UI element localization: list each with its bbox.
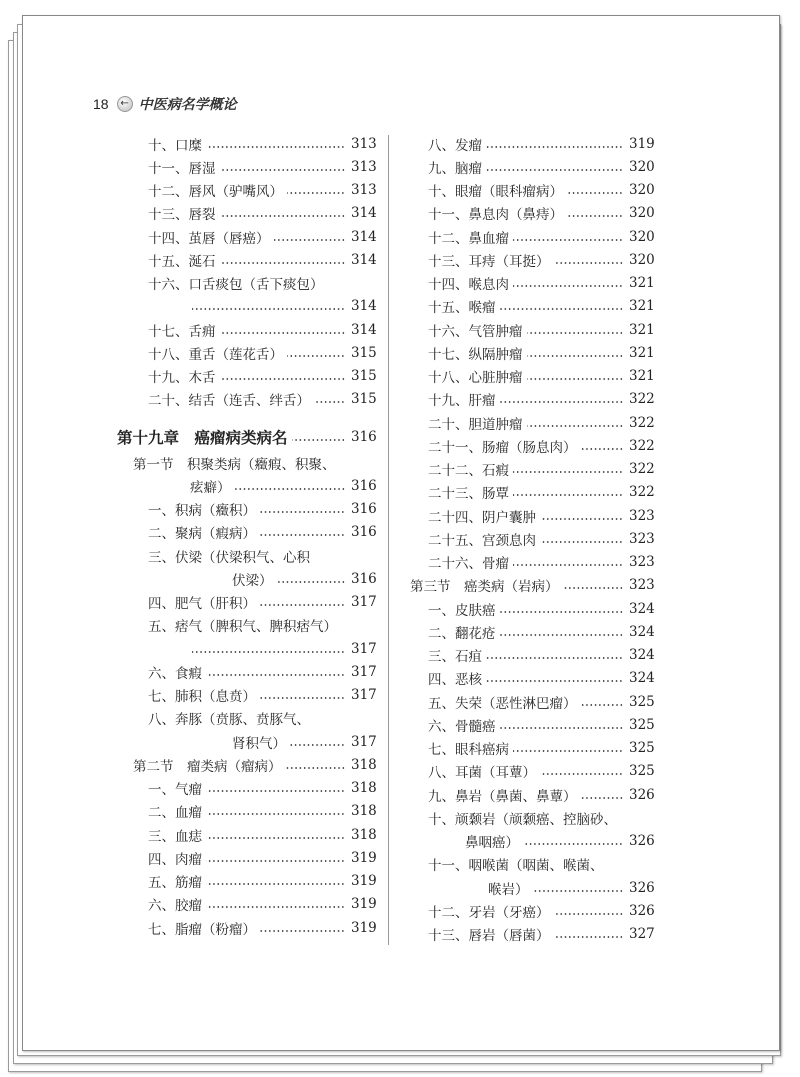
toc-entry-title: 十八、重舌（莲花舌） (148, 346, 283, 363)
toc-item (410, 248, 655, 271)
running-header (93, 94, 237, 114)
toc-entry-title: 六、食瘕 (148, 665, 202, 682)
toc-page-number: 318 (351, 780, 377, 797)
toc-entry-title: 四、肥气（肝积） (148, 596, 256, 613)
dot-leader (486, 680, 623, 682)
toc-page-number: 314 (351, 228, 377, 245)
dot-leader (220, 262, 346, 264)
toc-entry-title: 三、伏梁（伏梁积气、心积 (148, 549, 310, 566)
toc-item (117, 707, 373, 730)
toc-item (410, 737, 655, 760)
toc-entry-title: 二十二、石瘕 (428, 463, 509, 480)
toc-entry-continuation (117, 474, 377, 497)
toc-item (410, 806, 651, 829)
dot-leader (274, 239, 346, 241)
toc-item (117, 272, 373, 295)
toc-item (410, 644, 655, 667)
toc-entry-title: 十二、牙岩（牙癌） (428, 904, 550, 921)
dot-leader (500, 727, 624, 729)
toc-item (117, 225, 377, 248)
toc-entry-title: 十七、纵隔肿瘤 (428, 346, 523, 363)
toc-entry-title: 十五、涎石 (148, 253, 216, 270)
dot-leader (206, 790, 345, 792)
toc-page-number: 318 (351, 826, 377, 843)
dot-leader (260, 534, 345, 536)
toc-entry-continuation (410, 830, 655, 853)
toc-page-number: 319 (351, 896, 377, 913)
dot-leader (220, 169, 346, 171)
toc-entry-continuation (117, 567, 377, 590)
toc-entry-title: 二、血瘤 (148, 805, 202, 822)
toc-entry-title: 九、鼻岩（鼻菌、鼻蕈） (428, 788, 577, 805)
toc-entry-title: 十七、舌痈 (148, 323, 216, 340)
toc-item (117, 823, 377, 846)
toc-entry-title: 五、筋瘤 (148, 875, 202, 892)
dot-leader (220, 378, 346, 380)
dot-leader (513, 239, 623, 241)
toc-page-number: 315 (351, 391, 377, 408)
toc-item (117, 498, 377, 521)
toc-section (410, 574, 655, 597)
dot-leader (206, 906, 345, 908)
toc-item (410, 365, 655, 388)
toc-right-column (410, 132, 655, 946)
toc-item (117, 248, 377, 271)
dot-leader (206, 883, 345, 885)
toc-entry-title: 鼻咽癌） (465, 835, 519, 852)
toc-item (117, 544, 373, 567)
toc-entry-title: 六、胶瘤 (148, 898, 202, 915)
dot-leader (581, 704, 624, 706)
toc-page-number: 313 (351, 135, 377, 152)
dot-leader (581, 797, 624, 799)
dot-leader (500, 308, 624, 310)
toc-page-number: 325 (629, 763, 655, 780)
dot-leader (513, 285, 623, 287)
toc-entry-title: 七、眼科癌病 (428, 742, 509, 759)
toc-page-number: 325 (629, 693, 655, 710)
dot-leader (540, 773, 623, 775)
toc-item (117, 155, 377, 178)
toc-entry-title: 十四、喉息肉 (428, 277, 509, 294)
toc-entry-title: 十二、鼻血瘤 (428, 230, 509, 247)
toc-entry-title: 二十四、阴户囊肿 (428, 509, 536, 526)
toc-item (410, 388, 655, 411)
toc-page-number: 317 (351, 733, 377, 750)
toc-item (117, 800, 377, 823)
dot-leader (260, 697, 345, 699)
toc-item (117, 318, 377, 341)
toc-page-number: 326 (629, 833, 655, 850)
toc-page-number: 313 (351, 182, 377, 199)
toc-item (410, 690, 655, 713)
page-number: 18 (93, 96, 109, 112)
toc-item (117, 660, 377, 683)
toc-entry-title: 十六、气管肿瘤 (428, 323, 523, 340)
toc-page-number: 313 (351, 158, 377, 175)
toc-entry-title: 六、骨髓癌 (428, 718, 496, 735)
dot-leader (567, 215, 623, 217)
toc-page-number: 318 (351, 803, 377, 820)
toc-page-number: 326 (629, 786, 655, 803)
toc-item (117, 870, 377, 893)
toc-item (410, 411, 655, 434)
toc-item (410, 620, 655, 643)
toc-page-number: 321 (629, 298, 655, 315)
toc-item (410, 713, 655, 736)
toc-page-number: 314 (351, 205, 377, 222)
toc-entry-continuation (410, 876, 655, 899)
dot-leader (260, 511, 345, 513)
toc-page-number: 323 (629, 577, 655, 594)
toc-entry-title: 十九、木舌 (148, 370, 216, 387)
toc-entry-title: 四、恶核 (428, 672, 482, 689)
toc-entry-title: 二、翻花疮 (428, 625, 496, 642)
dot-leader (192, 308, 345, 310)
toc-item (410, 551, 655, 574)
toc-item (410, 504, 655, 527)
dot-leader (314, 401, 345, 403)
toc-entry-title: 十、颃颡岩（颃颡癌、控脑砂、 (428, 811, 617, 828)
toc-item (410, 318, 655, 341)
toc-entry-title: 十三、耳痔（耳挺） (428, 253, 550, 270)
toc-page-number: 326 (629, 902, 655, 919)
toc-page-number: 319 (351, 873, 377, 890)
toc-item (410, 760, 655, 783)
toc-entry-title: 十、眼瘤（眼科瘤病） (428, 184, 563, 201)
toc-item (117, 179, 377, 202)
book-title: 中医病名学概论 (138, 97, 237, 113)
toc-entry-title: 肾积气） (232, 735, 286, 752)
dot-leader (287, 192, 345, 194)
toc-item (117, 591, 377, 614)
toc-entry-title: 二十、胆道肿瘤 (428, 416, 523, 433)
toc-page-number: 322 (629, 461, 655, 478)
dot-leader (500, 401, 624, 403)
toc-entry-title: 三、血痣 (148, 828, 202, 845)
toc-page-number: 314 (351, 251, 377, 268)
dot-leader (513, 750, 623, 752)
toc-entry-title: 九、脑瘤 (428, 160, 482, 177)
toc-item (410, 667, 655, 690)
toc-entry-title: 二、聚病（瘕病） (148, 526, 256, 543)
toc-page-number: 323 (629, 530, 655, 547)
dot-leader (292, 439, 345, 441)
toc-page-number: 317 (351, 663, 377, 680)
dot-leader (206, 146, 345, 148)
dot-leader (540, 541, 623, 543)
toc-page-number: 324 (629, 600, 655, 617)
toc-page-number: 320 (629, 158, 655, 175)
toc-item (410, 853, 651, 876)
dot-leader (192, 651, 345, 653)
toc-entry-title: 三、石疽 (428, 649, 482, 666)
dot-leader (540, 518, 623, 520)
dot-leader (260, 604, 345, 606)
dot-leader (523, 843, 623, 845)
toc-page-number: 315 (351, 344, 377, 361)
toc-item (410, 458, 655, 481)
toc-entry-title: 二十三、肠覃 (428, 486, 509, 503)
toc-page-number: 316 (351, 429, 377, 445)
circled-left-arrow-icon: ← (117, 96, 133, 112)
dot-leader (581, 448, 624, 450)
toc-page-number: 317 (351, 687, 377, 704)
toc-page-number: 319 (629, 135, 655, 152)
toc-entry-title: 二十五、宫颈息肉 (428, 532, 536, 549)
toc-entry-title: 十三、唇岩（唇菌） (428, 928, 550, 945)
toc-left-column (117, 132, 377, 939)
toc-page-number: 321 (629, 321, 655, 338)
dot-leader (220, 215, 346, 217)
toc-entry-title: 十三、唇裂 (148, 207, 216, 224)
toc-page-number: 321 (629, 368, 655, 385)
toc-entry-continuation (117, 295, 377, 318)
toc-entry-title: 十一、鼻息肉（鼻痔） (428, 207, 563, 224)
dot-leader (206, 837, 345, 839)
toc-entry-title: 八、发瘤 (428, 137, 482, 154)
toc-page-number: 322 (629, 414, 655, 431)
dot-leader (527, 425, 624, 427)
toc-item (117, 341, 377, 364)
dot-leader (527, 332, 624, 334)
toc-page-number: 322 (629, 391, 655, 408)
toc-page-number: 325 (629, 716, 655, 733)
toc-entry-title: 二十、结舌（连舌、绊舌） (148, 393, 310, 410)
toc-page-number: 316 (351, 501, 377, 518)
toc-item (410, 783, 655, 806)
toc-item (117, 684, 377, 707)
toc-page-number: 318 (351, 756, 377, 773)
toc-page-number: 324 (629, 623, 655, 640)
toc-entry-title: 十二、唇风（驴嘴风） (148, 184, 283, 201)
toc-page-number: 326 (629, 879, 655, 896)
toc-section (117, 753, 377, 776)
toc-page-number: 323 (629, 507, 655, 524)
toc-item (117, 893, 377, 916)
toc-entry-title: 十八、心脏肿瘤 (428, 370, 523, 387)
toc-page-number: 325 (629, 740, 655, 757)
toc-page-number: 323 (629, 554, 655, 571)
toc-page-number: 321 (629, 344, 655, 361)
toc-entry-title: 四、肉瘤 (148, 851, 202, 868)
toc-item (410, 225, 655, 248)
toc-page-number: 322 (629, 437, 655, 454)
toc-page-number: 322 (629, 484, 655, 501)
toc-item (410, 923, 655, 946)
toc-entry-title: 十九、肝瘤 (428, 393, 496, 410)
toc-entry-title: 二十六、骨瘤 (428, 556, 509, 573)
toc-entry-title: 八、耳菌（耳蕈） (428, 765, 536, 782)
toc-page-number: 320 (629, 205, 655, 222)
toc-page-number: 324 (629, 670, 655, 687)
toc-item (117, 388, 377, 411)
toc-item (410, 272, 655, 295)
toc-item (117, 777, 377, 800)
toc-entry-continuation (117, 730, 377, 753)
dot-leader (486, 146, 623, 148)
dot-leader (286, 767, 346, 769)
dot-leader (235, 488, 346, 490)
toc-entry-title: 伏梁） (232, 572, 273, 589)
dot-leader (513, 494, 623, 496)
toc-item (117, 614, 373, 637)
toc-section (117, 451, 373, 474)
toc-entry-title: 二十一、肠瘤（肠息肉） (428, 439, 577, 456)
toc-page-number: 314 (351, 298, 377, 315)
toc-item (410, 155, 655, 178)
toc-entry-title: 喉岩） (488, 881, 529, 898)
toc-item (410, 597, 655, 620)
toc-entry-title: 第三节 癌类病（岩病） (410, 579, 559, 596)
column-divider (388, 135, 389, 945)
dot-leader (513, 564, 623, 566)
toc-entry-continuation (117, 637, 377, 660)
dot-leader (527, 378, 624, 380)
toc-entry-title: 一、气瘤 (148, 782, 202, 799)
toc-item (410, 481, 655, 504)
dot-leader (500, 634, 624, 636)
dot-leader (563, 587, 624, 589)
toc-page-number: 315 (351, 368, 377, 385)
toc-entry-title: 五、失荣（恶性淋巴瘤） (428, 695, 577, 712)
toc-item (117, 846, 377, 869)
toc-item (117, 202, 377, 225)
toc-item (117, 916, 377, 939)
dot-leader (206, 813, 345, 815)
dot-leader (513, 471, 623, 473)
toc-entry-title: 十五、喉瘤 (428, 300, 496, 317)
toc-entry-title: 五、痞气（脾积气、脾积痞气） (148, 619, 337, 636)
dot-leader (554, 913, 624, 915)
toc-entry-title: 八、奔豚（贲豚、贲豚气、 (148, 712, 310, 729)
toc-item (410, 132, 655, 155)
dot-leader (486, 169, 623, 171)
toc-page-number: 327 (629, 926, 655, 943)
dot-leader (527, 355, 624, 357)
toc-page-number: 317 (351, 640, 377, 657)
toc-entry-title: 十、口糜 (148, 137, 202, 154)
toc-entry-title: 十一、唇湿 (148, 160, 216, 177)
toc-page-number: 319 (351, 919, 377, 936)
toc-entry-title: 十一、咽喉菌（咽菌、喉菌、 (428, 858, 604, 875)
toc-page-number: 324 (629, 647, 655, 664)
toc-entry-title: 七、脂瘤（粉瘤） (148, 921, 256, 938)
dot-leader (500, 611, 624, 613)
toc-page-number: 320 (629, 251, 655, 268)
toc-page-number: 316 (351, 570, 377, 587)
toc-item (410, 899, 655, 922)
toc-page-number: 316 (351, 524, 377, 541)
toc-page-number: 321 (629, 275, 655, 292)
toc-entry-title: 第一节 积聚类病（癥瘕、积聚、 (133, 456, 336, 473)
toc-entry-title: 七、肺积（息贲） (148, 689, 256, 706)
dot-leader (486, 657, 623, 659)
toc-page-number: 320 (629, 182, 655, 199)
toc-chapter (117, 425, 377, 449)
toc-entry-title: 十六、口舌痰包（舌下痰包） (148, 277, 324, 294)
toc-entry-title: 十四、茧唇（唇癌） (148, 230, 270, 247)
dot-leader (206, 860, 345, 862)
toc-item (410, 434, 655, 457)
toc-item (410, 295, 655, 318)
toc-entry-title: 第十九章 癌瘤病类病名 (117, 428, 288, 447)
toc-entry-title: 痃癖） (190, 479, 231, 496)
toc-item (410, 341, 655, 364)
dot-leader (554, 262, 624, 264)
toc-page-number: 314 (351, 321, 377, 338)
dot-leader (260, 930, 345, 932)
toc-entry-title: 一、皮肤癌 (428, 602, 496, 619)
toc-entry-title: 第二节 瘤类病（瘤病） (133, 758, 282, 775)
dot-leader (533, 890, 624, 892)
toc-item (117, 132, 377, 155)
dot-leader (554, 936, 624, 938)
toc-page-number: 319 (351, 849, 377, 866)
dot-leader (277, 581, 346, 583)
toc-item (410, 202, 655, 225)
dot-leader (287, 355, 345, 357)
toc-item (410, 179, 655, 202)
toc-page-number: 316 (351, 477, 377, 494)
toc-page-number: 317 (351, 594, 377, 611)
dot-leader (567, 192, 623, 194)
toc-item (117, 521, 377, 544)
toc-page-number: 320 (629, 228, 655, 245)
dot-leader (220, 332, 346, 334)
dot-leader (206, 674, 345, 676)
toc-item (117, 365, 377, 388)
toc-entry-title: 一、积病（癥积） (148, 503, 256, 520)
dot-leader (290, 744, 345, 746)
toc-item (410, 527, 655, 550)
